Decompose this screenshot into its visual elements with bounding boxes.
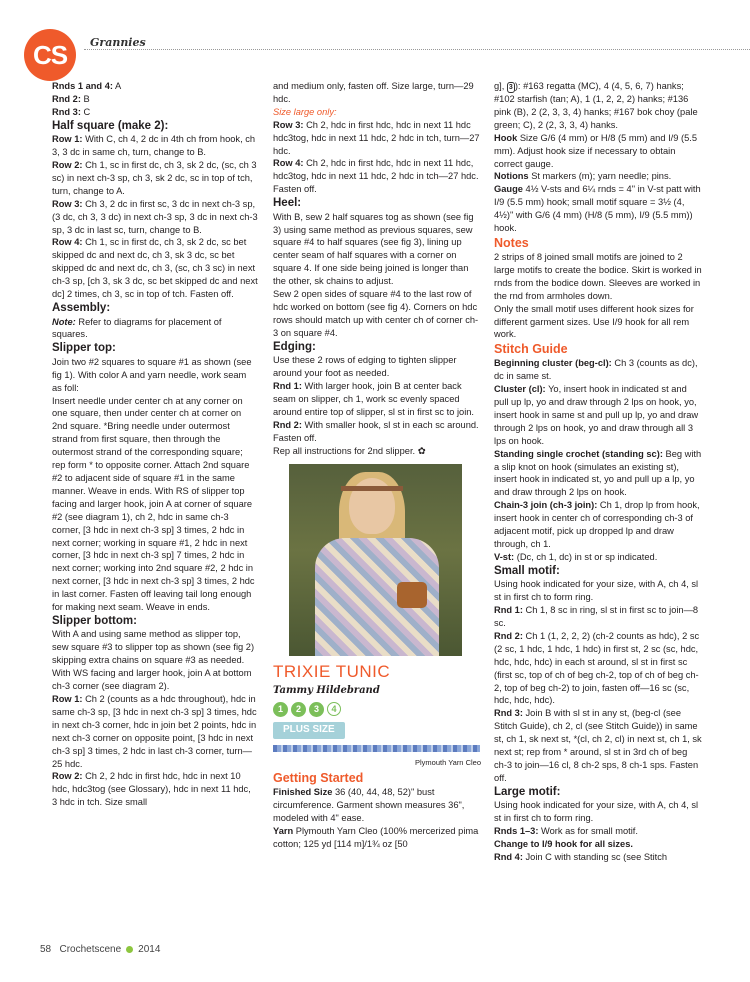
paragraph — [52, 133, 258, 159]
paragraph — [494, 303, 702, 342]
run-text: With B, sew 2 half squares tog as shown (see fig 3) using same method as previous squares, sew square #4 to half squares (see fig 3), lining up center seam of half squares with a corner on square 4. If one side being joined is longer than the other, sk chains to adjust. — [273, 211, 474, 287]
run-text: Use these 2 rows of edging to tighten slipper around your foot as needed. — [273, 355, 457, 379]
paragraph — [494, 170, 702, 183]
column-3 — [494, 80, 702, 864]
run-label: Row 2: — [52, 160, 83, 171]
paragraph — [494, 448, 702, 500]
run-text: With C, ch 4, 2 dc in 4th ch from hook, ch 3, 3 dc in same ch, turn, change to B. — [52, 134, 256, 158]
photo-credit: Plymouth Yarn Cleo — [414, 758, 481, 768]
run-label: Finished Size — [273, 787, 333, 798]
run-label: Hook — [494, 132, 518, 143]
paragraph — [494, 383, 702, 448]
paragraph — [52, 356, 258, 395]
paragraph — [273, 825, 481, 851]
run-text: Sew 2 open sides of square #4 to the last row of hdc worked on bottom (see fig 4). Corners on hdc rows should match up with center ch of corner ch-3 on square #4. — [273, 289, 479, 338]
run-label: Chain-3 join (ch-3 join): — [494, 500, 598, 511]
section-heading: Stitch Guide — [494, 342, 568, 357]
run-label: Row 2: — [52, 771, 83, 782]
run-text: St markers (m); yarn needle; pins. — [528, 171, 672, 182]
run-label: Yarn — [273, 825, 294, 836]
section-heading: Notes — [494, 235, 529, 250]
section-heading: Slipper bottom: — [52, 614, 137, 627]
paragraph — [273, 106, 481, 119]
run-text: C — [80, 106, 91, 117]
paragraph — [273, 786, 481, 825]
bullet-icon — [126, 946, 133, 953]
run-text: Size large only: — [273, 106, 337, 117]
skill-level-icons — [273, 702, 481, 718]
paragraph — [52, 93, 258, 106]
run-text: A — [112, 81, 122, 91]
run-text: B — [80, 93, 90, 104]
paragraph — [52, 80, 258, 93]
paragraph — [52, 198, 258, 237]
paragraph — [52, 395, 258, 614]
pattern-title: TRIXIE TUNIC — [273, 662, 391, 682]
paragraph — [273, 288, 481, 340]
run-text: 2 strips of 8 joined small motifs are joined to 2 large motifs to create the bodice. Skirt is worked in rnds from the bodice down. Sleeves are worked in the rnd from armholes down. — [494, 251, 702, 301]
run-text: Ch 1 (1, 2, 2, 2) (ch-2 counts as hdc), 2 sc (2 sc, 1 hdc, 1 hdc, 1 hdc) in first st, 2 sc (sc, hdc, hdc, hdc, hdc) in each st around, sl st in first sc (first sc, top of ch of beg ch-2, top of ch of beg ch-2, top of beg ch-2) to join, fasten off—16 sc (sc, hdc, hdc, hdc). — [494, 630, 700, 706]
run-label: Row 4: — [52, 237, 83, 248]
section-heading: Heel: — [273, 197, 302, 210]
run-label: Rnd 2: — [52, 93, 81, 104]
run-text: Ch 1, drop lp from hook, insert hook in center ch of corresponding ch-3 of adjacent motif, pick up dropped lp and draw through, ch 1. — [494, 500, 700, 549]
paragraph — [494, 825, 702, 838]
run-text: With smaller hook, sl st in each sc around. Fasten off. — [273, 419, 479, 443]
run-text: Ch 2 (counts as a hdc throughout), hdc in same ch-3 sp, [3 hdc in next ch-3 sp] 3 times, hdc in next ch-3 corner, hdc in join bet 2 points, hdc in next ch-3 corner on opposite point, [3 hdc in next ch-3 sp] 3 times, 2 hdc in last ch-3 corner, turn—25 hdc. — [52, 693, 257, 769]
paragraph — [52, 316, 258, 342]
column-1 — [52, 80, 258, 809]
run-label: Rnd 3: — [494, 708, 523, 719]
run-text: 36 (40, 44, 48, 52)" bust circumference. Garment shown measures 36", modeled with 4" ease. — [273, 787, 465, 823]
header-rule — [84, 49, 750, 50]
run-text: With WS facing and larger hook, join A at bottom ch-3 corner (see diagram 2). — [52, 668, 252, 692]
run-text: Join C with standing sc (see Stitch — [522, 851, 668, 862]
run-text: Only the small motif uses different hook sizes for different garment sizes. Use I/9 hook for all rem work. — [494, 303, 694, 340]
paragraph — [494, 799, 702, 825]
skill-level-icon: 3 — [309, 702, 324, 717]
paragraph — [273, 157, 481, 196]
plus-size-badge: PLUS SIZE — [273, 722, 345, 739]
skill-level-icon: 2 — [291, 702, 306, 717]
section-title: Grannies — [90, 36, 146, 49]
model-photo — [289, 464, 462, 656]
column-2 — [273, 80, 481, 851]
run-text: Join B with sl st in any st, (beg-cl (see Stitch Guide), ch 2, cl (see Stitch Guide)) in same st, ch 1, sk next st, *(cl, ch 2, cl) in next st, ch 1, sk next st; rep from * around, sl st in 3rd ch of beg ch-3 to join—16 cl, 8 ch-2 sps, 8 ch-1 sps. Fasten off. — [494, 708, 702, 783]
run-text: Beg with a slip knot on hook (simulates an existing st), insert hook in indicated st, yo and pull up a lp, yo and draw through 2 lps on hook. — [494, 448, 702, 498]
run-label: Rnd 1: — [273, 381, 302, 392]
yarn-swatch — [273, 745, 480, 752]
section-heading: Assembly: — [52, 302, 111, 314]
run-text: Join two #2 squares to square #1 as shown (see fig 1). With color A and yarn needle, work seam as foll: — [52, 356, 252, 393]
paragraph — [273, 419, 481, 445]
section-heading: Getting Started — [273, 771, 364, 786]
page-footer — [40, 944, 160, 955]
section-badge: CS — [24, 29, 76, 81]
run-text: Yo, insert hook in indicated st and pull up lp, yo and draw through 2 lps on hook, yo, insert hook in same st and pull up lp, yo and draw through 2 lps on hook, yo and draw through all 3 lps on hook. — [494, 384, 699, 446]
paragraph — [273, 211, 481, 288]
paragraph — [494, 630, 702, 707]
designer-name: Tammy Hildebrand — [273, 685, 380, 697]
run-text: Using hook indicated for your size, with A, ch 4, sl st in first ch to form ring. — [494, 800, 699, 824]
paragraph — [494, 80, 702, 132]
paragraph — [273, 445, 481, 458]
paragraph — [273, 380, 481, 419]
skill-level-icon: 1 — [273, 702, 288, 717]
issue-year: 2014 — [138, 944, 161, 955]
section-heading: Edging: — [273, 340, 316, 353]
run-label: Row 3: — [273, 119, 304, 130]
paragraph — [494, 251, 702, 303]
run-text: and medium only, fasten off. Size large, turn—29 hdc. — [273, 81, 474, 104]
run-text: Ch 2, hdc in first hdc, hdc in next 11 hdc, hdc3tog, hdc in next 11 hdc, 2 hdc in tch—27 hdc. Fasten off. — [273, 158, 479, 195]
run-label: Row 1: — [52, 693, 83, 704]
run-label: Standing single crochet (standing sc): — [494, 448, 663, 459]
section-heading: Slipper top: — [52, 342, 116, 355]
run-text: Work as for small motif. — [538, 826, 638, 837]
run-label: Beginning cluster (beg-cl): — [494, 358, 612, 369]
run-label: Note: — [52, 316, 76, 327]
run-text: Ch 2, hdc in first hdc, hdc in next 11 hdc hdc3tog, hdc in next 11 hdc, 2 hdc in tch, turn—27 hdc. — [273, 119, 480, 156]
paragraph — [52, 628, 258, 667]
paragraph — [494, 851, 702, 864]
run-text: Using hook indicated for your size, with A, ch 4, sl st in first ch to form ring. — [494, 579, 699, 603]
paragraph — [273, 80, 481, 106]
paragraph — [52, 236, 258, 301]
run-text: Size G/6 (4 mm) or H/8 (5 mm) and I/9 (5.5 mm). Adjust hook size if necessary to obtain correct gauge. — [494, 132, 698, 169]
run-text: Ch 3, 2 dc in first sc, 3 dc in next ch-3 sp, (3 dc, ch 3, 3 dc) in next ch-3 sp, 3 dc in next ch-3 sp, 3 dc in last sc, turn, change to B. — [52, 198, 258, 235]
run-label: Rnd 3: — [52, 106, 81, 117]
paragraph — [494, 183, 702, 235]
paragraph — [494, 707, 702, 784]
paragraph — [52, 770, 258, 809]
run-text: Ch 2, 2 hdc in first hdc, hdc in next 10 hdc, hdc3tog (see Glossary), hdc in next 11 hdc, 3 hdc in tch. Size small — [52, 771, 251, 808]
skill-level-icon: 4 — [327, 702, 341, 716]
run-label: V-st: — [494, 551, 515, 562]
yarn-weight-icon: 3 — [508, 84, 513, 91]
run-text: (Dc, ch 1, dc) in st or sp indicated. — [514, 551, 658, 562]
run-label: Gauge — [494, 184, 523, 195]
run-text: Refer to diagrams for placement of squares. — [52, 316, 222, 340]
run-text: 4½ V-sts and 6¼ rnds = 4" in V-st patt with I/9 (5.5 mm) hook; small motif square = 3½ (4, 4½)" with G/6 (4 mm) (H/8 (5 mm), I/9 (5.5 mm)) hook. — [494, 184, 701, 234]
run-label: Rnd 1: — [494, 605, 523, 616]
paragraph — [494, 604, 702, 630]
run-text: Ch 3 (counts as dc), dc in same st. — [494, 358, 698, 382]
run-label: Rnds 1–3: — [494, 826, 539, 837]
paragraph — [494, 132, 702, 171]
run-text: With A and using same method as slipper top, sew square #3 to slipper top as shown (see fig 2) skipping extra chains on square #3 as needed. — [52, 629, 255, 666]
page-number: 58 — [40, 944, 52, 955]
run-label: Change to I/9 hook for all sizes. — [494, 839, 633, 850]
paragraph — [273, 354, 481, 380]
run-label: Rnd 2: — [494, 630, 523, 641]
run-text: Plymouth Yarn Cleo (100% mercerized pima cotton; 125 yd [114 m]/1¾ oz [50 — [273, 825, 479, 849]
paragraph — [494, 357, 702, 383]
paragraph — [52, 693, 258, 770]
run-label: Row 1: — [52, 134, 83, 145]
run-label: Cluster (cl): — [494, 384, 546, 395]
run-label: Rnd 4: — [494, 851, 523, 862]
paragraph — [52, 106, 258, 119]
paragraph — [494, 499, 702, 551]
run-label: Row 3: — [52, 198, 83, 209]
run-text: ): #163 regatta (MC), 4 (4, 5, 6, 7) hanks; #102 starfish (tan; A), 1 (1, 2, 2, 2) hanks; #136 pink (B), 2 (2, 3, 3, 4) hanks; #167 bok choy (pale green; C), 2 (2, 3, 3, 4) hanks. — [494, 81, 698, 130]
run-text: Ch 1, sc in first dc, ch 3, sk 2 dc, sc bet skipped dc and next dc, ch 3, sk 3 dc, sc bet skipped dc and next dc, ch 3, (sc, ch 3 sc) in next ch-3 sp, [ch 3, sk 3 dc, sc bet skipped dc and next dc] 2 times, ch 3, sc in top of tch. Fasten off. — [52, 237, 258, 300]
paragraph — [494, 838, 702, 851]
paragraph — [273, 119, 481, 158]
section-heading: Small motif: — [494, 564, 560, 577]
run-text: Ch 1, sc in first dc, ch 3, sk 2 dc, (sc, ch 3 sc) in next ch-3 sp, ch 3, sk 2 dc, sc in top of tch, turn, change to A. — [52, 160, 257, 196]
magazine-name: Crochetscene — [59, 944, 122, 955]
run-label: Rnd 2: — [273, 419, 302, 430]
run-label: Notions — [494, 171, 529, 182]
section-heading: Half square (make 2): — [52, 119, 169, 132]
paragraph — [494, 551, 702, 564]
run-text: With larger hook, join B at center back seam on slipper, ch 1, work sc evenly spaced around entire top of slipper, sl st in first sc to join. — [273, 381, 475, 417]
run-text: Rep all instructions for 2nd slipper. ✿ — [273, 445, 426, 456]
paragraph — [52, 159, 258, 198]
paragraph — [494, 578, 702, 604]
run-text: Insert needle under center ch at any corner on one square, then under center ch at corner on 2nd square. *Bring needle under outermost strand from first square, then through the outermost strand of the corresponding square; rep form * to opposite corner. Attach 2nd square #2 to adjacent side of square #1 in the same manner. Weave in ends. With RS of slipper top facing and larger hook, join A at corner of square #2 (see diagram 1), ch 2, hdc in same ch-3 corner, [3 hdc in next ch-3 sp] 3 times, 2 hdc in next corner; working in square #1, 2 hdc in next corner, [3 hdc in next ch-3 sp] 7 times, 2 hdc in next corner; working into 2nd square #2, 2 hdc in next corner, [3 hdc in next ch-3 sp] 3 times, 2 hdc in last corner. Fasten off leaving tail long enough for making next seam. Weave in ends. — [52, 395, 255, 613]
run-label: Rnds 1 and 4: — [52, 81, 113, 91]
section-heading: Large motif: — [494, 785, 561, 798]
run-text: g], — [494, 81, 507, 91]
run-label: Row 4: — [273, 158, 304, 169]
paragraph — [52, 667, 258, 693]
run-text: Ch 1, 8 sc in ring, sl st in first sc to join—8 sc. — [494, 605, 699, 629]
